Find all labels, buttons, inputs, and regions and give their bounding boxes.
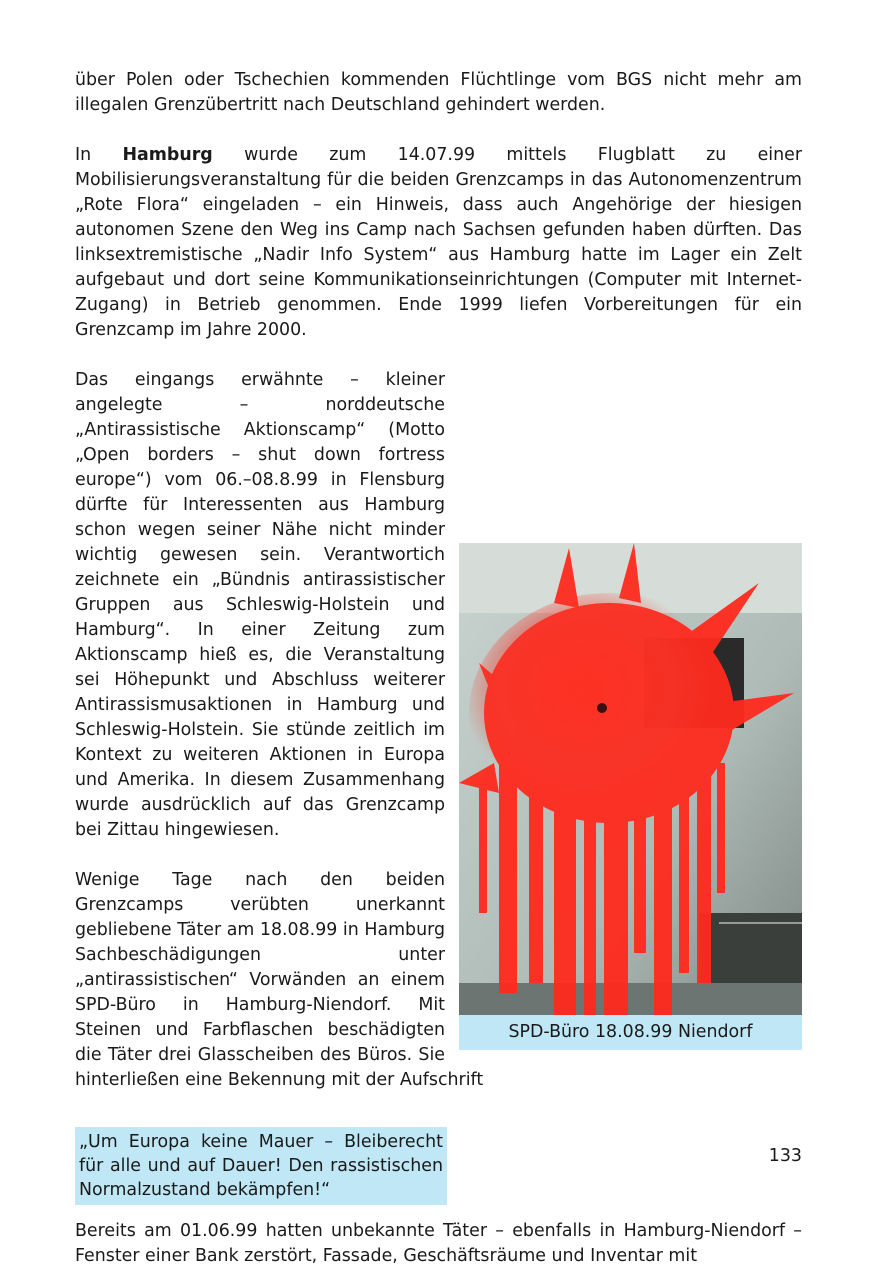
- spd-office-photo: [459, 543, 802, 1015]
- paragraph-spd-buero: Wenige Tage nach den beiden Grenzcamps verübten unerkannt gebliebene Täter am 18.08.99 in Hamburg Sachbeschädigungen unter „antirassistischen“ Vorwänden an einem SPD-Büro in Hamburg-Niendorf. Mit Steinen und Farbflaschen beschädigten die Täter drei Glasscheiben des Büros. Sie hinterließen eine Bekennung mit der Aufschrift: [75, 870, 484, 1090]
- photo-caption: SPD-Büro 18.08.99 Niendorf: [459, 1015, 802, 1050]
- paragraph-aktionscamp-text: Das eingangs erwähnte – kleiner angelegte – norddeutsche „Antirassistische Aktionscamp“ (Motto „Open borders – shut down fortress europe“) vom 06.–08.8.99 in Flensburg dürfte für Interessenten aus Hamburg schon wegen seiner Nähe nicht minder wichtig gewesen sein. Verantwortich zeichnete ein „Bündnis antirassistischer Gruppen aus Schleswig-Holstein und Hamburg“. In einer Zeitung zum Aktionscamp hieß es, die Veranstaltung sei Höhepunkt und Abschluss weiterer Antirassismusaktionen in Hamburg und Schleswig-Holstein. Sie stünde zeitlich im Kontext zu weiteren Aktionen in Europa und Amerika. In diesem Zusammenhang wurde ausdrücklich auf das Grenzcamp bei Zittau hingewiesen.: [75, 370, 445, 840]
- lead-text: In: [75, 145, 123, 165]
- photo-float: [459, 543, 802, 1050]
- page-number: 133: [768, 1146, 802, 1166]
- paragraph-hamburg: [75, 143, 802, 343]
- quote-box: „Um Europa keine Mauer – Bleiberecht für alle und auf Dauer! Den rassistischen Normalzustand bekämpfen!“: [75, 1127, 447, 1205]
- page-body: [75, 68, 802, 1269]
- paragraph-bank: Bereits am 01.06.99 hatten unbekannte Täter – ebenfalls in Hamburg-Niendorf – Fenster einer Bank zerstört, Fassade, Geschäftsräume und Inventar mit: [75, 1221, 802, 1266]
- wrap-zone: [75, 368, 802, 1205]
- paragraph-hamburg-text: wurde zum 14.07.99 mittels Flugblatt zu einer Mobilisierungsveranstaltung für die beiden Grenzcamps in das Autonomenzentrum „Rote Flora“ eingeladen – ein Hinweis, dass auch Angehörige der hiesigen autonomen Szene den Weg ins Camp nach Sachsen gefunden haben dürften. Das linksextremistische „Nadir Info System“ aus Hamburg hatte im Lager ein Zelt aufgebaut und dort seine Kommunikationseinrichtungen (Computer mit Internet-Zugang) in Betrieb genommen. Ende 1999 liefen Vorbereitungen für ein Grenzcamp im Jahre 2000.: [75, 145, 802, 340]
- paragraph-continuation: über Polen oder Tschechien kommenden Flüchtlinge vom BGS nicht mehr am illegalen Grenzübertritt nach Deutschland gehindert werden.: [75, 70, 802, 115]
- bold-hamburg: Hamburg: [122, 145, 213, 165]
